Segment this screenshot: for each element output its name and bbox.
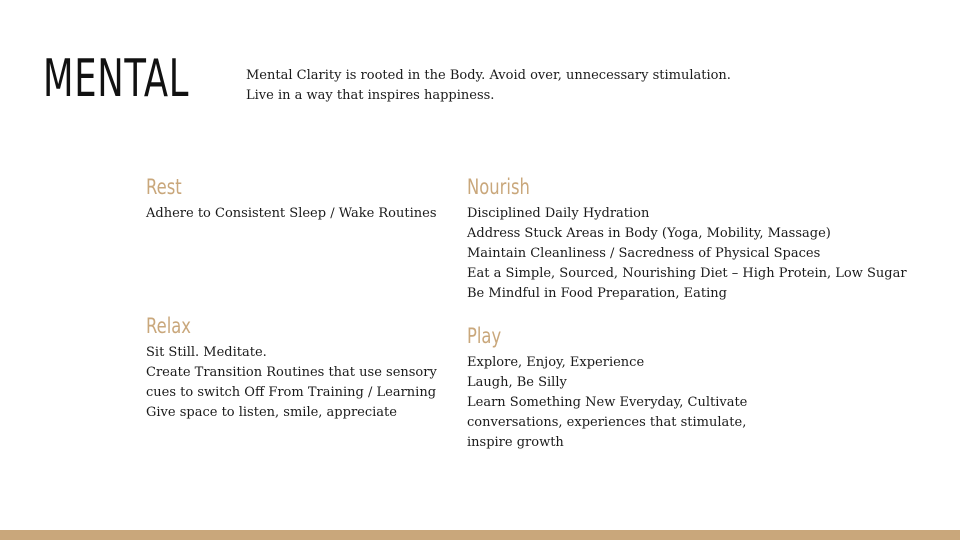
section-relax <box>146 311 437 423</box>
list-item: inspire growth <box>467 435 564 450</box>
section-nourish <box>467 172 907 304</box>
section-rest <box>146 172 437 224</box>
section-items-relax <box>146 343 437 423</box>
list-item: Laugh, Be Silly <box>467 375 567 390</box>
section-items-play <box>467 353 747 453</box>
list-item: Give space to listen, smile, appreciate <box>146 405 397 420</box>
section-heading-relax: Relax <box>146 314 192 338</box>
page-title: MENTAL <box>43 49 190 109</box>
section-heading-play: Play <box>467 324 502 348</box>
list-item: Eat a Simple, Sourced, Nourishing Diet – High Protein, Low Sugar <box>467 266 907 281</box>
list-item: Be Mindful in Food Preparation, Eating <box>467 286 727 301</box>
list-item: Disciplined Daily Hydration <box>467 206 650 221</box>
list-item: Learn Something New Everyday, Cultivate <box>467 395 748 410</box>
intro-line: Live in a way that inspires happiness. <box>246 88 495 103</box>
section-heading-nourish: Nourish <box>467 175 530 199</box>
list-item: Adhere to Consistent Sleep / Wake Routines <box>146 206 437 221</box>
list-item: cues to switch Off From Training / Learning <box>146 385 437 400</box>
section-play <box>467 321 747 453</box>
list-item: Address Stuck Areas in Body (Yoga, Mobility, Massage) <box>467 226 831 241</box>
section-items-nourish <box>467 204 907 304</box>
list-item: Explore, Enjoy, Experience <box>467 355 645 370</box>
intro-line: Mental Clarity is rooted in the Body. Avoid over, unnecessary stimulation. <box>246 68 731 83</box>
list-item: conversations, experiences that stimulate, <box>467 415 747 430</box>
section-heading-rest: Rest <box>146 175 182 199</box>
list-item: Create Transition Routines that use sensory <box>146 365 437 380</box>
bottom-accent-bar <box>0 530 960 540</box>
intro-text <box>246 66 731 106</box>
section-items-rest <box>146 204 437 224</box>
list-item: Sit Still. Meditate. <box>146 345 267 360</box>
list-item: Maintain Cleanliness / Sacredness of Physical Spaces <box>467 246 821 261</box>
